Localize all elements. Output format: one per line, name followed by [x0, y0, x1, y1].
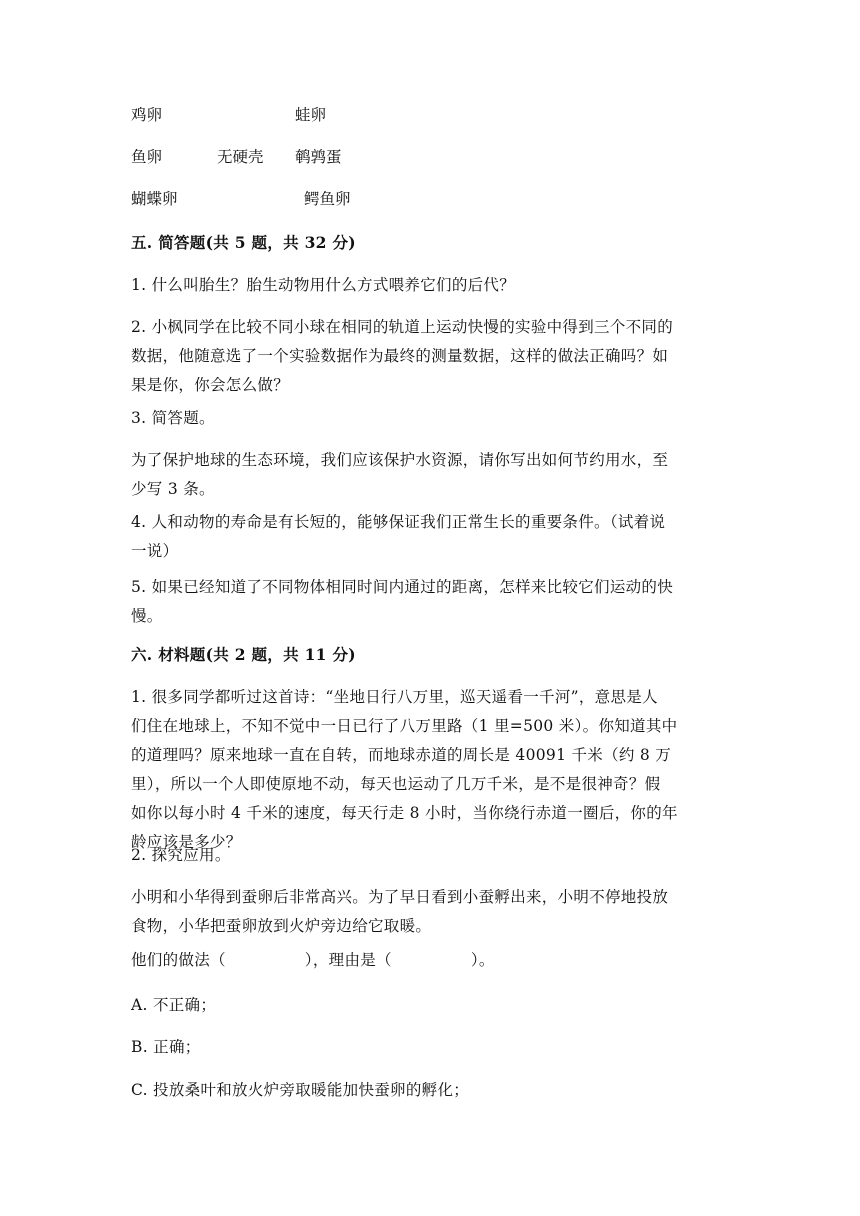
question-5-3-title: 3. 简答题。 — [131, 409, 215, 427]
match-left-item: 鸡卵 — [131, 106, 163, 124]
question-5-1: 1. 什么叫胎生？胎生动物用什么方式喂养它们的后代？ — [131, 276, 516, 294]
text-line: 食物，小华把蚕卵放到火炉旁边给它取暖。 — [131, 917, 432, 935]
match-left-item: 蝴蝶卵 — [131, 190, 178, 208]
text-line: 慢。 — [131, 607, 163, 625]
question-6-2-body — [131, 883, 731, 941]
question-5-5 — [131, 573, 731, 631]
option-b: B. 正确； — [131, 1038, 201, 1056]
match-right-item: 蛙卵 — [295, 106, 327, 124]
text-line: 龄应该是多少？ — [131, 833, 242, 851]
match-left-item: 鱼卵 — [131, 148, 163, 166]
text-line: 的道理吗？原来地球一直在自转，而地球赤道的周长是 40091 千米（约 8 万 — [131, 746, 672, 764]
text-line: 一说） — [131, 542, 179, 560]
question-5-3-body — [131, 446, 731, 504]
text-line: 少写 3 条。 — [131, 480, 215, 498]
text-line: 果是你，你会怎么做？ — [131, 376, 290, 394]
question-5-4 — [131, 508, 731, 566]
text-line: 里），所以一个人即使原地不动，每天也运动了几万千米，是不是很神奇？假 — [131, 775, 661, 793]
text-line: 2. 小枫同学在比较不同小球在相同的轨道上运动快慢的实验中得到三个不同的 — [131, 318, 674, 336]
question-6-2-title: 2. 探究应用。 — [131, 846, 231, 864]
option-a: A. 不正确； — [131, 996, 217, 1014]
match-right-item: 鹌鹑蛋 — [295, 148, 342, 166]
text-line: 为了保护地球的生态环境，我们应该保护水资源，请你写出如何节约用水，至 — [131, 451, 669, 469]
question-6-2-blanks: 他们的做法（ ），理由是（ ）。 — [131, 951, 495, 969]
match-row-2 — [131, 143, 731, 172]
match-row-1 — [131, 101, 731, 130]
section-6-heading: 六. 材料题(共 2 题，共 11 分) — [131, 645, 356, 664]
text-line: 1. 很多同学都听过这首诗：“坐地日行八万里，巡天遥看一千河”，意思是人 — [131, 688, 658, 706]
match-middle-item: 无硬壳 — [217, 148, 264, 166]
text-line: 如你以每小时 4 千米的速度，每天行走 8 小时，当你绕行赤道一圈后，你的年 — [131, 804, 678, 822]
match-right-item: 鳄鱼卵 — [304, 190, 351, 208]
question-5-2 — [131, 313, 731, 400]
option-c: C. 投放桑叶和放火炉旁取暖能加快蚕卵的孵化； — [131, 1081, 470, 1099]
section-5-heading: 五. 简答题(共 5 题，共 32 分) — [131, 233, 356, 252]
match-row-3 — [131, 185, 731, 214]
text-line: 4. 人和动物的寿命是有长短的，能够保证我们正常生长的重要条件。（试着说 — [131, 513, 666, 531]
text-line: 数据，他随意选了一个实验数据作为最终的测量数据，这样的做法正确吗？如 — [131, 347, 669, 365]
text-line: 们住在地球上，不知不觉中一日已行了八万里路（1 里=500 米）。你知道其中 — [131, 717, 678, 735]
text-line: 5. 如果已经知道了不同物体相同时间内通过的距离，怎样来比较它们运动的快 — [131, 578, 674, 596]
question-6-1 — [131, 683, 731, 857]
text-line: 小明和小华得到蚕卵后非常高兴。为了早日看到小蚕孵出来，小明不停地投放 — [131, 888, 669, 906]
